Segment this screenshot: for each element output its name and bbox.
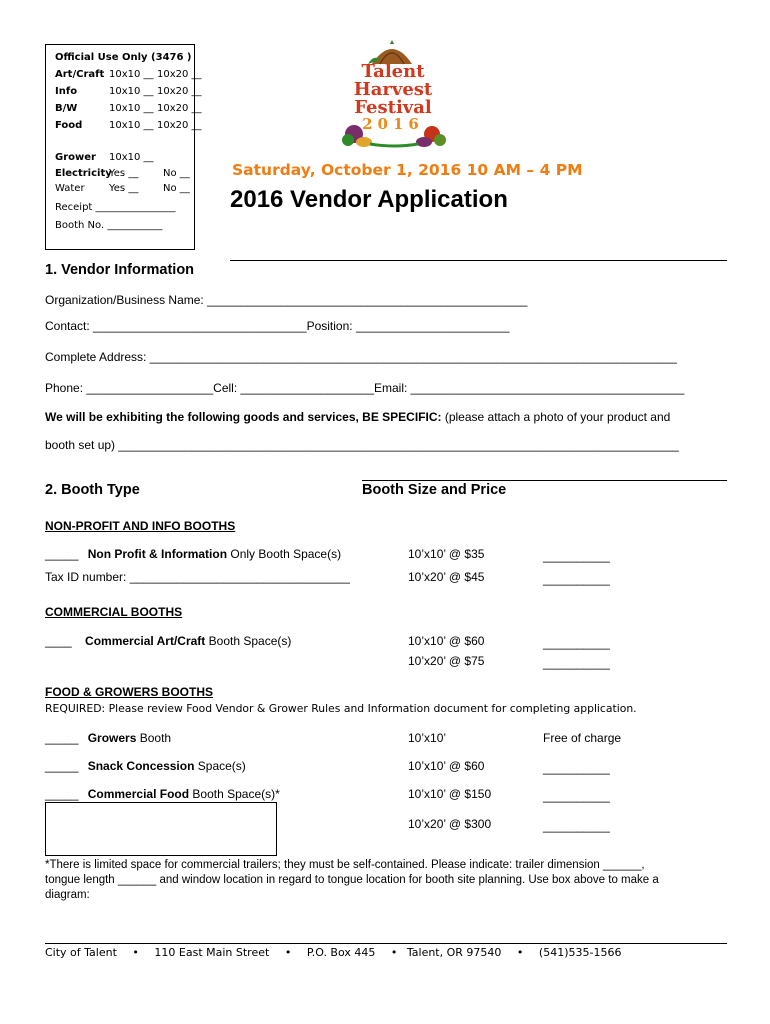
booth-size-price-heading: Booth Size and Price <box>362 482 507 498</box>
nonprofit-title: NON-PROFIT AND INFO BOOTHS <box>45 519 236 533</box>
title-divider <box>230 260 727 261</box>
office-row <box>55 85 202 98</box>
nonprofit-price-1: 10’x10’ @ $35 <box>408 547 485 561</box>
trailer-note-line2: tongue length ______ and window location in regard to tongue location for booth site planning. Use box above to make a <box>45 874 659 886</box>
growers-price: Free of charge <box>543 731 622 745</box>
nonprofit-fill-1[interactable]: __________ <box>543 549 610 563</box>
phone-cell-email-field[interactable]: Phone: ___________________Cell: ____________________Email: _________________________________________ <box>45 381 685 395</box>
office-row <box>55 102 202 115</box>
footer-bullet: • <box>516 946 524 959</box>
commercial-food-price-2: 10’x20’ @ $300 <box>408 817 492 831</box>
growers-row <box>45 731 171 745</box>
snack-checkbox-blank[interactable]: _____ <box>45 759 79 773</box>
office-electricity-row <box>55 167 190 180</box>
office-row-c2: 10x20 __ <box>157 69 202 80</box>
growers-size: 10’x10’ <box>408 731 447 745</box>
food-title: FOOD & GROWERS BOOTHS <box>45 685 213 699</box>
office-row-label: Food <box>55 120 83 131</box>
commercial-fill-1[interactable]: __________ <box>543 636 610 650</box>
nonprofit-price-2: 10’x20’ @ $45 <box>408 570 485 584</box>
exhibit-rest: (please attach a photo of your product and <box>441 410 671 424</box>
address-field[interactable]: Complete Address: _______________________________________________________________________________ <box>45 350 677 364</box>
commercial-fill-2[interactable]: __________ <box>543 656 610 670</box>
office-row-c1: 10x10 __ <box>109 86 154 97</box>
commercial-price-2: 10’x20’ @ $75 <box>408 654 485 668</box>
snack-fill[interactable]: __________ <box>543 761 610 775</box>
exhibit-bold: We will be exhibiting the following goods and services, BE SPECIFIC: <box>45 410 442 424</box>
footer-phone: (541)535-1566 <box>538 946 622 959</box>
office-grower-c1: 10x10 __ <box>109 152 154 163</box>
section2-heading: 2. Booth Type <box>45 482 140 498</box>
office-water-row <box>55 182 190 195</box>
org-name-field[interactable]: Organization/Business Name: ________________________________________________ <box>45 293 528 307</box>
commercial-food-fill-2[interactable]: __________ <box>543 819 610 833</box>
commercial-item-rest: Booth Space(s) <box>205 634 292 648</box>
footer-town: Talent, OR 97540 <box>406 946 502 959</box>
snack-size: 10’x10’ @ $60 <box>408 759 485 773</box>
commercial-food-item-rest: Booth Space(s)* <box>189 787 280 801</box>
office-row-label: B/W <box>55 103 78 114</box>
logo-line2: Harvest <box>353 79 433 100</box>
footer <box>45 946 621 959</box>
snack-row <box>45 759 246 773</box>
exhibit-statement <box>45 410 670 424</box>
trailer-note-line1: *There is limited space for commercial trailers; they must be self-contained. Please indicate: trailer dimension ______, <box>45 859 645 871</box>
footer-divider <box>45 943 727 944</box>
contact-field[interactable]: Contact: ________________________________Position: _______________________ <box>45 319 510 333</box>
office-electricity-label: Electricity <box>55 168 112 179</box>
logo-year: 2016 <box>362 115 424 133</box>
office-receipt: Receipt ________________ <box>55 202 176 213</box>
nonprofit-item-bold: Non Profit & Information <box>87 547 228 561</box>
growers-item-rest: Booth <box>136 731 172 745</box>
diagram-box[interactable] <box>45 802 277 856</box>
office-booth-no: Booth No. ___________ <box>55 220 163 231</box>
tax-id-field[interactable]: Tax ID number: _________________________________ <box>45 570 350 584</box>
office-water-label: Water <box>55 183 85 194</box>
office-row-c1: 10x10 __ <box>109 103 154 114</box>
official-use-title: Official Use Only (3476 ) <box>55 52 192 63</box>
commercial-price-1: 10’x10’ @ $60 <box>408 634 485 648</box>
nonprofit-item-rest: Only Booth Space(s) <box>227 547 342 561</box>
growers-checkbox-blank[interactable]: _____ <box>45 731 79 745</box>
nonprofit-row <box>45 547 341 561</box>
commercial-row <box>45 634 291 648</box>
office-electricity-no: No __ <box>163 168 190 179</box>
office-grower-row <box>55 151 154 164</box>
nonprofit-checkbox-blank[interactable]: _____ <box>45 547 79 561</box>
commercial-food-checkbox-blank[interactable]: _____ <box>45 787 79 801</box>
footer-address: 110 East Main Street <box>154 946 270 959</box>
footer-bullet: • <box>132 946 139 959</box>
commercial-item-bold: Commercial Art/Craft <box>85 634 206 648</box>
footer-po-box: P.O. Box 445 <box>306 946 376 959</box>
commercial-title: COMMERCIAL BOOTHS <box>45 605 183 619</box>
produce-icon <box>340 114 448 148</box>
office-grower-label: Grower <box>55 152 96 163</box>
snack-item-rest: Space(s) <box>194 759 246 773</box>
office-row-c1: 10x10 __ <box>109 69 154 80</box>
growers-item-bold: Growers <box>87 731 137 745</box>
food-required-note: REQUIRED: Please review Food Vendor & Grower Rules and Information document for completing application. <box>45 702 637 715</box>
office-row-c2: 10x20 __ <box>157 103 202 114</box>
logo-line3: Festival <box>354 97 432 118</box>
section2-divider <box>362 480 727 481</box>
office-row-c1: 10x10 __ <box>109 120 154 131</box>
office-row-label: Info <box>55 86 78 97</box>
page-title: 2016 Vendor Application <box>230 186 508 213</box>
office-row-c2: 10x20 __ <box>157 86 202 97</box>
footer-city: City of Talent <box>45 946 117 959</box>
footer-bullet: • <box>390 946 398 959</box>
commercial-food-fill-1[interactable]: __________ <box>543 789 610 803</box>
booth-setup-field[interactable]: booth set up) ____________________________________________________________________________________ <box>45 438 679 452</box>
footer-bullet: • <box>284 946 292 959</box>
office-row <box>55 119 202 132</box>
commercial-food-price-1: 10’x10’ @ $150 <box>408 787 492 801</box>
trailer-note-line3: diagram: <box>45 889 90 901</box>
office-row-c2: 10x20 __ <box>157 120 202 131</box>
office-water-no: No __ <box>163 183 190 194</box>
commercial-checkbox-blank[interactable]: ____ <box>45 634 72 648</box>
office-electricity-yes: Yes __ <box>109 168 139 179</box>
nonprofit-fill-2[interactable]: __________ <box>543 572 610 586</box>
office-row-label: Art/Craft <box>55 69 105 80</box>
logo-line1: Talent <box>361 61 425 82</box>
office-water-yes: Yes __ <box>109 183 139 194</box>
snack-item-bold: Snack Concession <box>87 759 195 773</box>
festival-logo <box>336 40 450 148</box>
official-use-box <box>45 44 202 250</box>
event-date: Saturday, October 1, 2016 10 AM – 4 PM <box>232 161 583 179</box>
office-row <box>55 68 202 81</box>
commercial-food-row <box>45 787 280 801</box>
section1-heading: 1. Vendor Information <box>45 262 195 278</box>
commercial-food-item-bold: Commercial Food <box>87 787 190 801</box>
